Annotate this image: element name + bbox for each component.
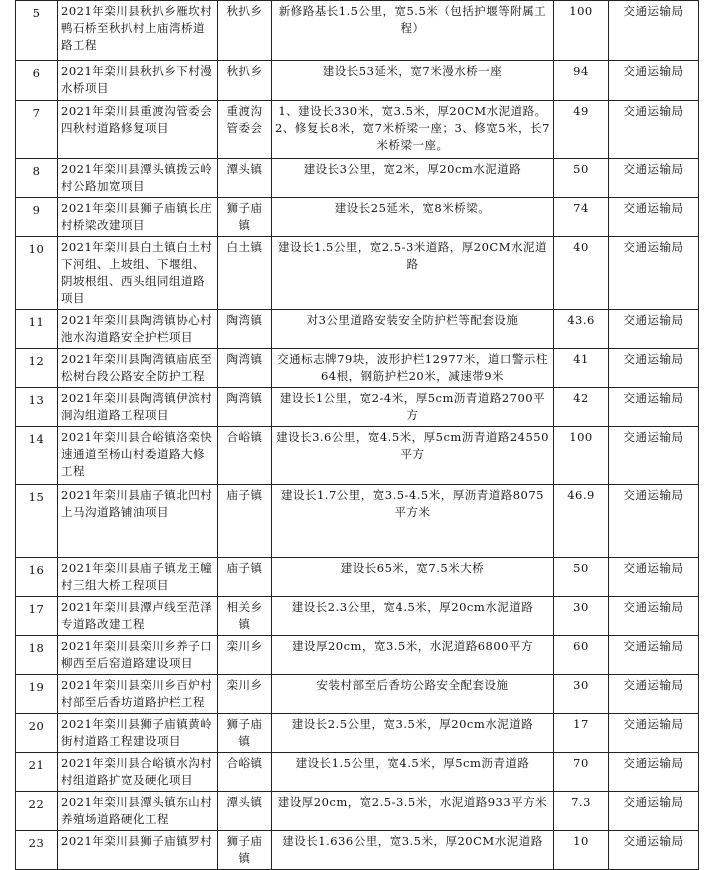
- responsible-department: 交通运输局: [609, 831, 699, 870]
- table-row: [16, 237, 699, 310]
- project-name: 2021年栾川县合峪镇洛栾快速通道至杨山村委道路大修工程: [58, 427, 218, 485]
- row-number: 8: [16, 159, 58, 198]
- construction-content: 建设长1.5公里，宽4.5米，厚5cm沥青道路: [272, 753, 554, 792]
- responsible-department: 交通运输局: [609, 198, 699, 237]
- project-name: 2021年栾川县栾川乡百炉村村部至后香坊道路护栏工程: [58, 675, 218, 714]
- row-number: 22: [16, 792, 58, 831]
- row-number: 14: [16, 427, 58, 485]
- row-number: 20: [16, 714, 58, 753]
- funding-amount: 41: [554, 349, 609, 388]
- project-name: 2021年栾川县潭头镇拨云岭村公路加宽项目: [58, 159, 218, 198]
- row-number: 16: [16, 558, 58, 597]
- project-name: 2021年栾川县陶湾镇协心村池水沟道路安全护栏项目: [58, 310, 218, 349]
- table-row: [16, 753, 699, 792]
- construction-content: 建设长1.7公里，宽3.5-4.5米，厚沥青道路8075平方米: [272, 485, 554, 558]
- responsible-department: 交通运输局: [609, 753, 699, 792]
- row-number: 23: [16, 831, 58, 870]
- table-row: [16, 427, 699, 485]
- funding-amount: 94: [554, 61, 609, 101]
- table-row: [16, 61, 699, 101]
- construction-content: 建设长3公里，宽2米，厚20cm水泥道路: [272, 159, 554, 198]
- row-number: 10: [16, 237, 58, 310]
- table-row: [16, 558, 699, 597]
- row-number: 15: [16, 485, 58, 558]
- township: 狮子庙镇: [218, 714, 272, 753]
- funding-amount: 17: [554, 714, 609, 753]
- table-row: [16, 388, 699, 427]
- row-number: 6: [16, 61, 58, 101]
- table-row: [16, 349, 699, 388]
- responsible-department: 交通运输局: [609, 636, 699, 675]
- row-number: 12: [16, 349, 58, 388]
- responsible-department: 交通运输局: [609, 485, 699, 558]
- project-name: 2021年栾川县秋扒乡雁坎村鸭石桥至秋扒村上庙湾桥道路工程: [58, 1, 218, 61]
- responsible-department: 交通运输局: [609, 310, 699, 349]
- project-name: 2021年栾川县秋扒乡下村漫水桥项目: [58, 61, 218, 101]
- responsible-department: 交通运输局: [609, 237, 699, 310]
- construction-content: 建设长25延米，宽8米桥梁。: [272, 198, 554, 237]
- row-number: 21: [16, 753, 58, 792]
- township: 庙子镇: [218, 558, 272, 597]
- row-number: 19: [16, 675, 58, 714]
- table-row: [16, 831, 699, 870]
- construction-content: 1、建设长330米，宽3.5米，厚20CM水泥道路。2、修复长8米，宽7米桥梁一座；3、修宽5米，长7米桥梁一座。: [272, 101, 554, 159]
- table-row: [16, 675, 699, 714]
- construction-content: 建设长3.6公里，宽4.5米，厚5cm沥青道路24550平方: [272, 427, 554, 485]
- township: 狮子庙镇: [218, 198, 272, 237]
- township: 陶湾镇: [218, 388, 272, 427]
- project-name: 2021年栾川县陶湾镇庙底至松树台段公路安全防护工程: [58, 349, 218, 388]
- construction-content: 新修路基长1.5公里，宽5.5米（包括护堰等附属工程）: [272, 1, 554, 61]
- row-number: 11: [16, 310, 58, 349]
- funding-amount: 74: [554, 198, 609, 237]
- responsible-department: 交通运输局: [609, 61, 699, 101]
- township: 栾川乡: [218, 636, 272, 675]
- funding-amount: 49: [554, 101, 609, 159]
- township: 狮子庙镇: [218, 831, 272, 870]
- project-name: 2021年栾川县庙子镇龙王幢村三组大桥工程项目: [58, 558, 218, 597]
- township: 合峪镇: [218, 753, 272, 792]
- row-number: 13: [16, 388, 58, 427]
- funding-amount: 30: [554, 675, 609, 714]
- funding-amount: 42: [554, 388, 609, 427]
- funding-amount: 100: [554, 1, 609, 61]
- funding-amount: 50: [554, 159, 609, 198]
- construction-content: 建设长2.3公里，宽4.5米，厚20cm水泥道路: [272, 597, 554, 636]
- township: 秋扒乡: [218, 1, 272, 61]
- funding-amount: 30: [554, 597, 609, 636]
- construction-content: 建设长1.636公里，宽3.5米，厚20CM水泥道路: [272, 831, 554, 870]
- table-row: [16, 636, 699, 675]
- table-row: [16, 485, 699, 558]
- responsible-department: 交通运输局: [609, 1, 699, 61]
- row-number: 9: [16, 198, 58, 237]
- funding-amount: 60: [554, 636, 609, 675]
- table-row: [16, 198, 699, 237]
- construction-content: 建设厚20cm，宽2.5-3.5米，水泥道路933平方米: [272, 792, 554, 831]
- township: 重渡沟管委会: [218, 101, 272, 159]
- funding-amount: 7.3: [554, 792, 609, 831]
- township: 陶湾镇: [218, 310, 272, 349]
- responsible-department: 交通运输局: [609, 597, 699, 636]
- project-name: 2021年栾川县栾川乡养子口柳西至后窑道路建设项目: [58, 636, 218, 675]
- project-name: 2021年栾川县重渡沟管委会四秋村道路修复项目: [58, 101, 218, 159]
- funding-amount: 40: [554, 237, 609, 310]
- construction-content: 建设长1公里，宽2-4米，厚5cm沥青道路2700平方: [272, 388, 554, 427]
- table-row: [16, 101, 699, 159]
- table-row: [16, 792, 699, 831]
- township: 陶湾镇: [218, 349, 272, 388]
- responsible-department: 交通运输局: [609, 101, 699, 159]
- township: 相关乡镇: [218, 597, 272, 636]
- project-table: [15, 0, 699, 870]
- construction-content: 建设长2.5公里，宽3.5米，厚20cm水泥道路: [272, 714, 554, 753]
- row-number: 7: [16, 101, 58, 159]
- construction-content: 建设长1.5公里，宽2.5-3米道路，厚20CM水泥道路: [272, 237, 554, 310]
- table-row: [16, 1, 699, 61]
- responsible-department: 交通运输局: [609, 427, 699, 485]
- township: 庙子镇: [218, 485, 272, 558]
- project-name: 2021年栾川县庙子镇北凹村上马沟道路铺油项目: [58, 485, 218, 558]
- table-row: [16, 310, 699, 349]
- funding-amount: 43.6: [554, 310, 609, 349]
- funding-amount: 50: [554, 558, 609, 597]
- responsible-department: 交通运输局: [609, 388, 699, 427]
- project-name: 2021年栾川县陶湾镇伊滨村洞沟组道路工程项目: [58, 388, 218, 427]
- row-number: 5: [16, 1, 58, 61]
- construction-content: 安装村部至后香坊公路安全配套设施: [272, 675, 554, 714]
- township: 白土镇: [218, 237, 272, 310]
- responsible-department: 交通运输局: [609, 349, 699, 388]
- row-number: 18: [16, 636, 58, 675]
- funding-amount: 46.9: [554, 485, 609, 558]
- project-name: 2021年栾川县潭头镇东山村养殖场道路硬化工程: [58, 792, 218, 831]
- responsible-department: 交通运输局: [609, 558, 699, 597]
- table-row: [16, 597, 699, 636]
- table-row: [16, 159, 699, 198]
- township: 潭头镇: [218, 792, 272, 831]
- table-body: [16, 1, 699, 870]
- responsible-department: 交通运输局: [609, 159, 699, 198]
- construction-content: 建设长65米，宽7.5米大桥: [272, 558, 554, 597]
- construction-content: 交通标志牌79块，波形护栏12977米，道口警示柱64根，钢筋护栏20米，减速带9米: [272, 349, 554, 388]
- responsible-department: 交通运输局: [609, 675, 699, 714]
- construction-content: 建设长53延米，宽7米漫水桥一座: [272, 61, 554, 101]
- township: 潭头镇: [218, 159, 272, 198]
- table-row: [16, 714, 699, 753]
- funding-amount: 70: [554, 753, 609, 792]
- responsible-department: 交通运输局: [609, 714, 699, 753]
- township: 合峪镇: [218, 427, 272, 485]
- township: 秋扒乡: [218, 61, 272, 101]
- project-name: 2021年栾川县潭卢线至范泽专道路改建工程: [58, 597, 218, 636]
- township: 栾川乡: [218, 675, 272, 714]
- project-name: 2021年栾川县狮子庙镇罗村: [58, 831, 218, 870]
- project-name: 2021年栾川县狮子庙镇长庄村桥梁改建项目: [58, 198, 218, 237]
- construction-content: 建设厚20cm，宽3.5米，水泥道路6800平方: [272, 636, 554, 675]
- project-name: 2021年栾川县白土镇白土村下河组、上坡组、下堰组、阴坡根组、西头组同组道路项目: [58, 237, 218, 310]
- project-name: 2021年栾川县合峪镇水沟村村组道路扩宽及硬化项目: [58, 753, 218, 792]
- funding-amount: 10: [554, 831, 609, 870]
- funding-amount: 100: [554, 427, 609, 485]
- responsible-department: 交通运输局: [609, 792, 699, 831]
- row-number: 17: [16, 597, 58, 636]
- project-name: 2021年栾川县狮子庙镇黄岭街村道路工程建设项目: [58, 714, 218, 753]
- construction-content: 对3公里道路安装安全防护栏等配套设施: [272, 310, 554, 349]
